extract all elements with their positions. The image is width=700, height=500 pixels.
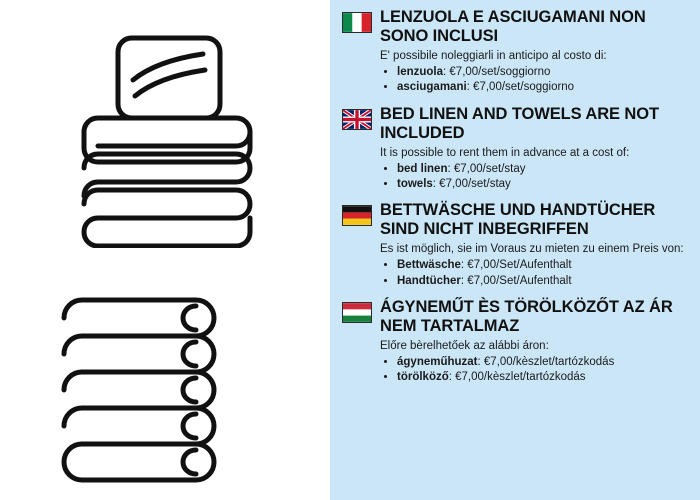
notice-item-list (380, 258, 690, 288)
pillow-icon (118, 38, 220, 118)
stacked-towels-illustration (0, 280, 330, 490)
list-item (397, 177, 690, 192)
list-item (397, 370, 690, 385)
notice-body (380, 8, 690, 96)
item-value: : €7,00/set/soggiorno (466, 81, 575, 94)
notice-subtitle: It is possible to rent them in advance at a cost of: (380, 146, 630, 159)
flag-italy-icon (342, 12, 372, 33)
item-value: : €7,00/Set/Aufenthalt (460, 274, 572, 287)
item-term: lenzuola (397, 66, 444, 79)
illustration-panel (0, 0, 330, 500)
notice-heading: LENZUOLA E ASCIUGAMANI NON SONO INCLUSI (380, 8, 646, 46)
notice-block-english (342, 105, 690, 193)
notice-item-list (380, 162, 690, 192)
item-value: : €7,00/set/stay (447, 162, 526, 175)
item-term: towels (397, 178, 433, 191)
item-term: ágyneműhuzat (397, 356, 478, 369)
notice-body (380, 298, 690, 386)
item-value: : €7,00/Set/Aufenthalt (460, 259, 572, 272)
notice-block-hungarian (342, 298, 690, 386)
list-item (397, 258, 690, 273)
notice-heading: BETTWÄSCHE UND HANDTÜCHER SIND NICHT INBEGRIFFEN (380, 201, 656, 239)
notice-body (380, 201, 690, 289)
notice-body (380, 105, 690, 193)
notice-heading: ÁGYNEMŰT ÈS TÖRÖLKÖZŐT AZ ÁR NEM TARTALMAZ (380, 297, 673, 335)
notice-subtitle: E' possibile noleggiarli in anticipo al costo di: (380, 50, 607, 63)
pillow-blanket-illustration (0, 8, 330, 248)
notice-block-german (342, 201, 690, 289)
item-value: : €7,00/set/stay (432, 178, 511, 191)
folded-blanket-icon (84, 118, 250, 246)
notice-subtitle: Előre bèrelhetőek az alábbi áron: (380, 340, 549, 353)
list-item (397, 80, 690, 95)
notice-item-list (380, 65, 690, 95)
item-term: Bettwäsche (397, 259, 461, 272)
list-item (397, 65, 690, 80)
flag-germany-icon (342, 205, 372, 226)
list-item (397, 162, 690, 177)
list-item (397, 355, 690, 370)
item-value: : €7,00/kèszlet/tartózkodás (477, 356, 615, 369)
item-term: Handtücher (397, 274, 461, 287)
item-value: : €7,00/kèszlet/tartózkodás (448, 371, 586, 384)
item-term: asciugamani (397, 81, 467, 94)
flag-hungary-icon (342, 302, 372, 323)
item-value: : €7,00/set/soggiorno (443, 66, 551, 79)
item-term: bed linen (397, 162, 448, 175)
towel-stack-icon (64, 300, 214, 480)
list-item (397, 274, 690, 289)
notice-heading: BED LINEN AND TOWELS ARE NOT INCLUDED (380, 104, 659, 142)
notices-panel (330, 0, 700, 500)
notice-subtitle: Es ist möglich, sie im Voraus zu mieten zu einem Preis von: (380, 243, 684, 256)
notice-block-italian (342, 8, 690, 96)
item-term: törölköző (397, 371, 449, 384)
flag-united-kingdom-icon (342, 109, 372, 130)
notice-item-list (380, 355, 690, 385)
